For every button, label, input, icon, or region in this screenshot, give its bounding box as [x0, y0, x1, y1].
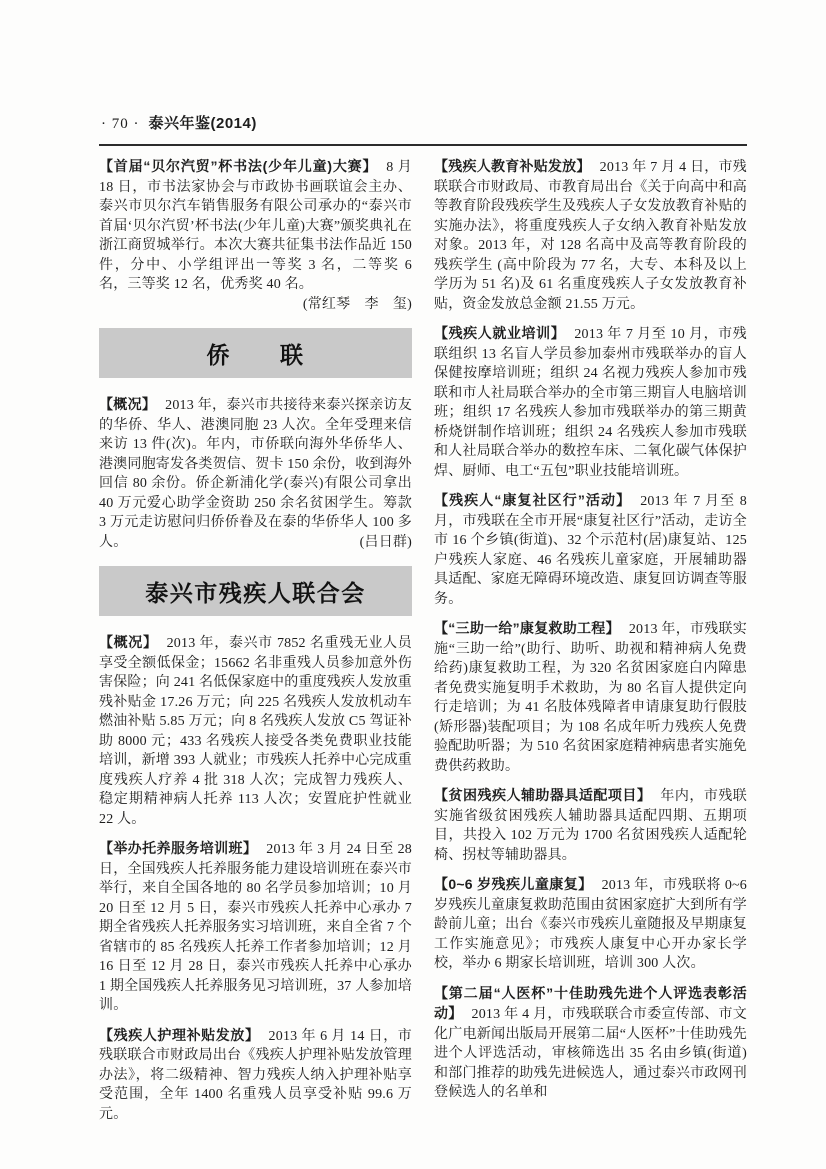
entry-heading: 【首届“贝尔汽贸”杯书法(少年儿童)大赛】 [99, 158, 378, 174]
left-column [99, 157, 412, 1134]
entry-assistive-devices-project [434, 786, 747, 865]
entry-nursing-subsidy [99, 1026, 412, 1125]
entry-overview-qiaolian [99, 395, 412, 552]
entry-top-ten-helpers-award [434, 984, 747, 1103]
entry-heading: 【残疾人教育补贴发放】 [434, 158, 591, 174]
entry-heading: 【残疾人就业培训】 [434, 325, 566, 341]
section-title-box-disabled-persons-federation [99, 566, 412, 616]
entry-heading: 【第二届“人医杯”十佳助残先进个人评选表彰活动】 [434, 984, 747, 1021]
entry-heading: 【贫困残疾人辅助器具适配项目】 [434, 787, 652, 803]
entry-heading: 【举办托养服务培训班】 [99, 840, 258, 856]
entry-text: 2013 年 6 月 14 日，市残联联合市财政局出台《残疾人护理补贴发放管理办法》，将二级精神、智力残疾人纳入护理补贴享受范围，全年 1400 名重残人员享受补贴 99.6 万元。 [99, 1028, 412, 1122]
entry-text: 2013 年 7 月 4 日，市残联联合市财政局、市教育局出台《关于向高中和高等教育阶段残疾学生及残疾人子女发放教育补贴的实施办法》，将重度残疾人子女纳入教育补贴发放对象。2013 年，对 128 名高中及高等教育阶段的残疾学生 (高中阶段为 77 名，大专、本科及以上学历为 51 名)及 61 名重度残疾人子女发放教育补贴，资金发放总金额 21.55 万元。 [434, 160, 747, 312]
entry-text: 2013 年，泰兴市共接待来泰兴探亲访友的华侨、华人、港澳同胞 23 人次。全年受理来信来访 13 件(次)。年内，市侨联向海外华侨华人、港澳同胞寄发各类贺信、贺卡 150 余份，收到海外回信 80 余份。侨企新浦化学(泰兴)有限公司拿出 40 万元爱心助学金资助 250 余名贫困学生。筹款 3 万元走访慰问归侨侨眷及在泰的华侨华人 100 多人。 [99, 398, 412, 550]
entry-text: 2013 年，泰兴市 7852 名重残无业人员享受全额低保金；15662 名非重残人员参加意外伤害保险；向 241 名低保家庭中的重度残疾人发放重残补贴金 17.26 万元；向 225 名残疾人发放机动车燃油补贴 5.85 万元；向 8 名残疾人发放 C5 驾证补助 8000 元；433 名残疾人接受各类免费职业技能培训，新增 393 人就业；市残疾人托养中心完成重度残疾人疗养 4 批 318 人次；完成智力残疾人、稳定期精神病人托养 113 人次；安置庇护性就业 22 人。 [99, 636, 412, 827]
entry-children-rehab [434, 875, 747, 974]
page-content [99, 113, 747, 1134]
entry-rehab-community-activity [434, 491, 747, 609]
entry-three-aid-one-give-project [434, 619, 747, 776]
entry-heading: 【概况】 [99, 634, 158, 650]
entry-heading: 【“三助一给”康复救助工程】 [434, 620, 620, 636]
section-title-box-overseas-chinese-federation [99, 328, 412, 378]
entry-overview-canlian [99, 633, 412, 829]
book-title: 泰兴年鉴(2014) [148, 115, 257, 132]
entry-attribution: (吕日群) [359, 534, 412, 550]
entry-text: 2013 年 4 月，市残联联合市委宣传部、市文化广电新闻出版局开展第二届“人医杯”十佳助残先进个人评选活动，审核筛选出 35 名由乡镇(街道)和部门推荐的助残先进候选人，通过泰兴市政网刊登候选人的名单和 [434, 1007, 747, 1100]
entry-heading: 【残疾人“康复社区行”活动】 [434, 492, 632, 508]
entry-attribution: (常红琴 李 玺) [302, 296, 412, 312]
section-title: 泰兴市残疾人联合会 [145, 579, 366, 606]
entry-employment-training [434, 324, 747, 481]
entry-heading: 【残疾人护理补贴发放】 [99, 1026, 260, 1043]
two-column-body [99, 157, 747, 1134]
entry-heading: 【概况】 [99, 396, 157, 412]
entry-text: 2013 年，市残联实施“三助一给”(助行、助听、助视和精神病人免费给药)康复救助工程，为 320 名贫困家庭白内障患者免费实施复明手术救助，为 80 名盲人提供定向行走培训；为 41 名肢体残障者申请康复助行假肢(矫形器)装配项目；为 108 名成年听力残疾人免费验配助听器；为 510 名贫困家庭精神病患者实施免费供药救助。 [434, 622, 747, 774]
entry-text: 8 月 18 日，市书法家协会与市政协书画联谊会主办、泰兴市贝尔汽车销售服务有限公司承办的“泰兴市首届‘贝尔汽贸’杯书法(少年儿童)大赛”颁奖典礼在浙江商贸城举行。本次大赛共征集书法作品近 150 件，分中、小学组评出一等奖 3 名，二等奖 6 名，三等奖 12 名，优秀奖 40 名。 [99, 160, 412, 292]
page-header [99, 113, 747, 144]
section-title: 侨 联 [206, 341, 305, 368]
entry-text: 2013 年 7 月至 8 月，市残联在全市开展“康复社区行”活动，走访全市 16 个乡镇(街道)、32 个示范村(居)康复站、125 户残疾人家庭、46 名残疾儿童家庭，开展辅助器具适配、家庭无障碍环境改造、康复回访调查等服务。 [434, 494, 747, 607]
entry-calligraphy-contest [99, 157, 412, 314]
entry-text: 2013 年 3 月 24 日至 28 日，全国残疾人托养服务能力建设培训班在泰兴市举行，来自全国各地的 80 名学员参加培训；10 月 20 日至 12 月 5 日，泰兴市残疾人托养中心承办 7 期全省残疾人托养服务实习培训班，来自全省 7 个省辖市的 85 名残疾人托养工作者参加培训；12 月 16 日至 12 月 28 日，泰兴市残疾人托养中心承办 1 期全国残疾人托养服务见习培训班，37 人参加培训。 [99, 842, 412, 1013]
header-rule [99, 144, 747, 146]
entry-text: 年内，市残联实施省级贫困残疾人辅助器具适配四期、五期项目，共投入 102 万元为 1700 名贫困残疾人适配轮椅、拐杖等辅助器具。 [434, 789, 748, 863]
page-number: · 70 · [101, 116, 140, 132]
entry-text: 2013 年，市残联将 0~6 岁残疾儿童康复救助范围由贫困家庭扩大到所有学龄前儿童；出台《泰兴市残疾儿童随报及早期康复工作实施意见》；市残疾人康复中心开办家长学校，举办 6 期家长培训班，培训 300 人次。 [434, 878, 747, 971]
entry-text: 2013 年 7 月至 10 月，市残联组织 13 名盲人学员参加泰州市残联举办的盲人保健按摩培训班；组织 24 名视力残疾人参加市残联和市人社局联合举办的全市第三期盲人电脑培训班；组织 17 名残疾人参加市残联举办的第三期黄桥烧饼制作培训班；组织 24 名残疾人参加市残联和人社局联合举办的数控车床、二氧化碳气体保护焊、厨师、电工“五包”职业技能培训班。 [434, 327, 747, 479]
entry-heading: 【0~6 岁残疾儿童康复】 [434, 876, 593, 892]
entry-education-subsidy [434, 157, 747, 314]
right-column [434, 157, 747, 1134]
entry-care-training-class [99, 839, 412, 1016]
